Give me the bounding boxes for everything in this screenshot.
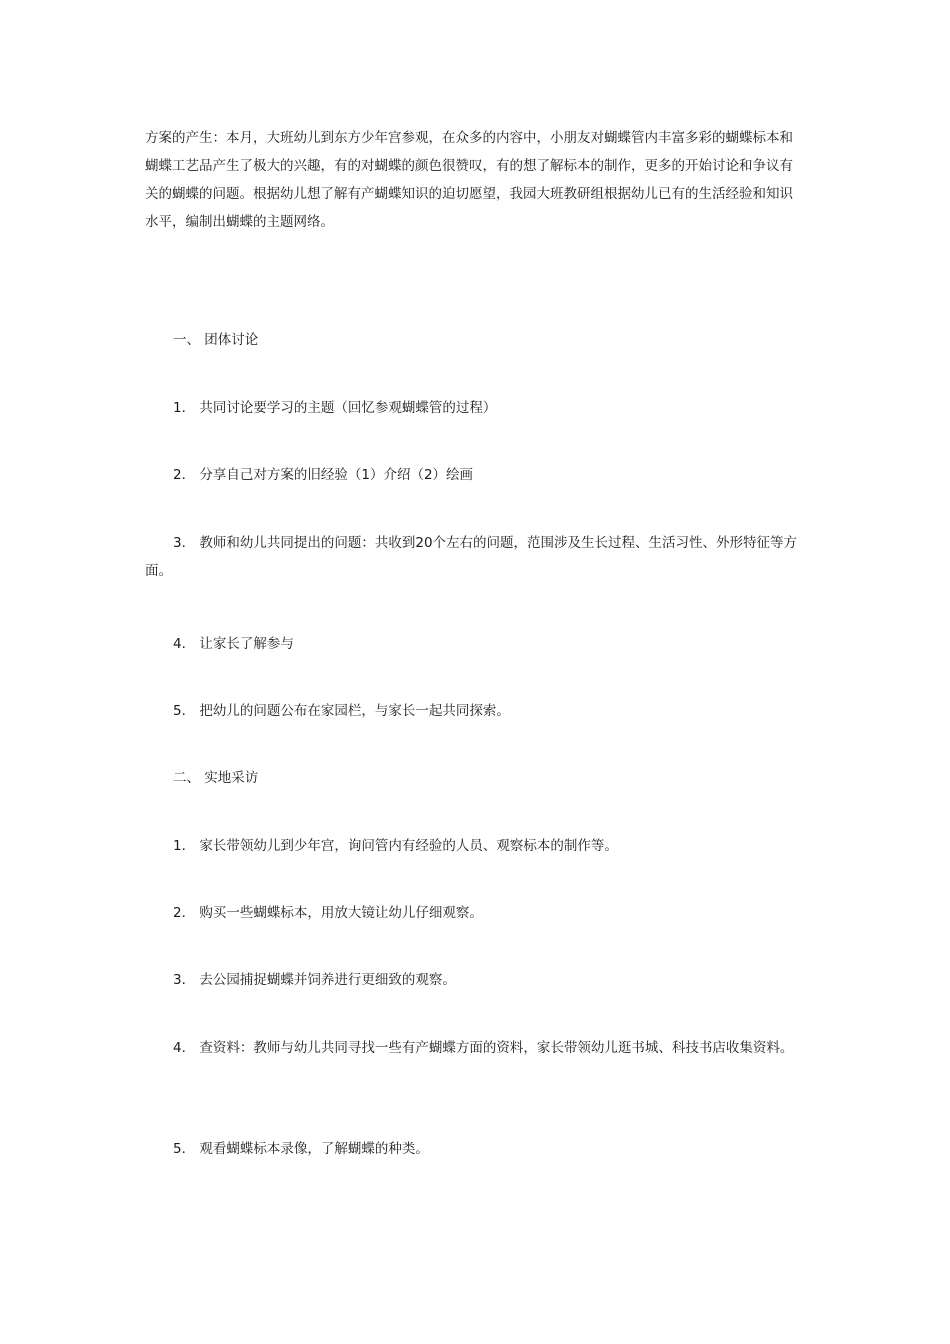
list-item: 2． 购买一些蝴蝶标本，用放大镜让幼儿仔细观察。 bbox=[173, 905, 483, 921]
list-item: 2． 分享自己对方案的旧经验（1）介绍（2）绘画 bbox=[173, 467, 474, 483]
list-item: 4． 让家长了解参与 bbox=[173, 636, 294, 652]
intro-paragraph: 方案的产生：本月，大班幼儿到东方少年宫参观，在众多的内容中，小朋友对蝴蝶管内丰富多彩的蝴蝶标本和蝴蝶工艺品产生了极大的兴趣，有的对蝴蝶的颜色很赞叹，有的想了解标本的制作，更多的开始讨论和争议有关的蝴蝶的问题。根据幼儿想了解有产蝴蝶知识的迫切愿望，我园大班教研组根据幼儿已有的生活经验和知识水平，编制出蝴蝶的主题网络。 bbox=[145, 130, 793, 230]
list-item: 5． 把幼儿的问题公布在家园栏，与家长一起共同探索。 bbox=[173, 703, 510, 719]
list-item: 1． 共同讨论要学习的主题（回忆参观蝴蝶管的过程） bbox=[173, 400, 497, 416]
list-item: 3． 去公园捕捉蝴蝶并饲养进行更细致的观察。 bbox=[173, 972, 456, 988]
section-heading-field-interview: 二、 实地采访 bbox=[173, 770, 259, 786]
list-item: 1． 家长带领幼儿到少年宫，询问管内有经验的人员、观察标本的制作等。 bbox=[173, 838, 618, 854]
list-item: 4． 查资料：教师与幼儿共同寻找一些有产蝴蝶方面的资料，家长带领幼儿逛书城、科技书店收集资料。 bbox=[173, 1040, 794, 1056]
section-heading-group-discussion: 一、 团体讨论 bbox=[173, 332, 259, 348]
list-item: 3． 教师和幼儿共同提出的问题：共收到20个左右的问题，范围涉及生长过程、生活习性、外形特征等方面。 bbox=[145, 535, 798, 579]
list-item: 5． 观看蝴蝶标本录像，了解蝴蝶的种类。 bbox=[173, 1141, 429, 1157]
